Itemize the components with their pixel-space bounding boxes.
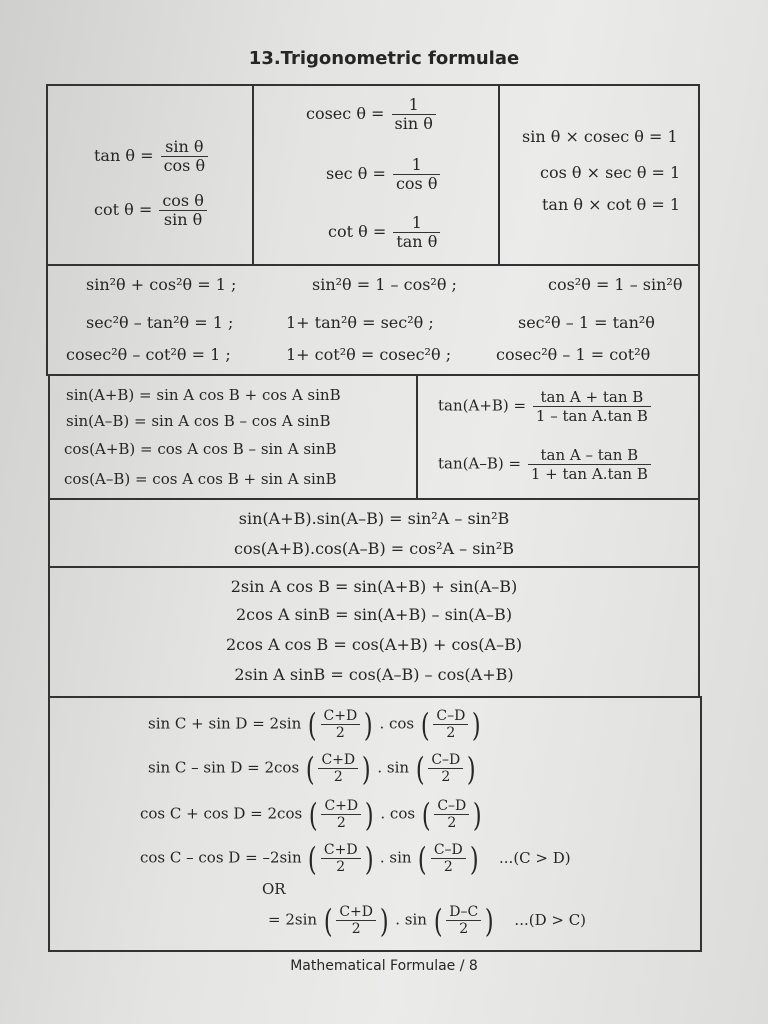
section-sum-to-product (48, 696, 702, 952)
identity: cosec²θ – 1 = cot²θ (496, 345, 651, 364)
formula-cot: cot θ = $\frac{\text{cos θ}}{\text{sin θ}}$ (94, 192, 209, 229)
identity: sec²θ – tan²θ = 1 ; (86, 313, 234, 332)
paren-fraction: ( $\frac{C-D}{2}$ ) (420, 705, 481, 744)
fraction: $\frac{1}{\text{sin θ}}$ (392, 96, 436, 133)
fraction: $\frac{\text{tan A – tan B}}{\text{1 + tan A.tan B}}$ (528, 446, 651, 483)
page-title: 13.Trigonometric formulae (248, 48, 520, 69)
section-reciprocal (46, 84, 700, 266)
formula-product-2: cos θ × sec θ = 1 (540, 163, 681, 182)
formula-cot-reciprocal: cot θ = $\frac{1}{\text{tan θ}}$ (328, 214, 442, 251)
divider (498, 86, 500, 264)
identity: cosec²θ – cot²θ = 1 ; (66, 345, 231, 364)
identity: cos²θ = 1 – sin²θ (548, 275, 683, 294)
formula-cos-product: cos(A+B).cos(A–B) = cos²A – sin²B (233, 539, 515, 558)
paren-fraction: ( $\frac{C+D}{2}$ ) (308, 839, 374, 878)
identity: 1+ cot²θ = cosec²θ ; (286, 345, 452, 364)
paren-fraction: ( $\frac{C-D}{2}$ ) (418, 839, 479, 878)
formula-cosC-plus-cosD: cos C + cos D = 2cos ( $\frac{C+D}{2}$ ) . cos ( $\frac{C-D}{2}$ ) (140, 795, 482, 834)
formula-cosC-minus-cosD: cos C – cos D = –2sin ( $\frac{C+D}{2}$ ) . sin ( $\frac{C-D}{2}$ ) ...(C > D) (140, 839, 571, 878)
formula-cos-diff: cos(A–B) = cos A cos B + sin A sinB (64, 470, 337, 488)
formula-tan-diff: tan(A–B) = $\frac{\text{tan A – tan B}}{\text{1 + tan A.tan B}}$ (438, 446, 653, 483)
identity: sec²θ – 1 = tan²θ (518, 313, 655, 332)
paren-fraction: ( $\frac{C+D}{2}$ ) (308, 795, 374, 834)
paren-fraction: ( $\frac{C+D}{2}$ ) (323, 901, 389, 940)
paren-fraction: ( $\frac{C-D}{2}$ ) (421, 795, 482, 834)
section-product-to-sum (48, 566, 700, 698)
formula-tan-sum: tan(A+B) = $\frac{\text{tan A + tan B}}{\text{1 – tan A.tan B}}$ (438, 388, 653, 425)
formula: 2cos A cos B = cos(A+B) + cos(A–B) (225, 635, 523, 654)
fraction: $\frac{1}{\text{cos θ}}$ (393, 156, 441, 193)
formula-product-3: tan θ × cot θ = 1 (542, 195, 681, 214)
formula-product-1: sin θ × cosec θ = 1 (522, 127, 678, 146)
formula-cosC-minus-cosD-alt: = 2sin ( $\frac{C+D}{2}$ ) . sin ( $\frac{D-C}{2}$ ) ...(D > C) (268, 901, 587, 940)
paren-fraction: ( $\frac{C+D}{2}$ ) (305, 749, 371, 788)
section-compound-angles (48, 374, 700, 500)
formula-tan: tan θ = $\frac{\text{sin θ}}{\text{cos θ}}$ (94, 138, 210, 175)
fraction: $\frac{\text{sin θ}}{\text{cos θ}}$ (161, 138, 209, 175)
formula-sec: sec θ = $\frac{1}{\text{cos θ}}$ (326, 156, 442, 193)
identity: sin²θ + cos²θ = 1 ; (86, 275, 237, 294)
formula: 2cos A sinB = sin(A+B) – sin(A–B) (235, 605, 513, 624)
paren-fraction: ( $\frac{D-C}{2}$ ) (433, 901, 494, 940)
formula-cosec: cosec θ = $\frac{1}{\text{sin θ}}$ (306, 96, 438, 133)
paren-fraction: ( $\frac{C+D}{2}$ ) (307, 705, 373, 744)
formula: 2sin A sinB = cos(A–B) – cos(A+B) (234, 665, 514, 684)
formula-sin-sum: sin(A+B) = sin A cos B + cos A sinB (66, 386, 341, 404)
formula-sin-product: sin(A+B).sin(A–B) = sin²A – sin²B (238, 509, 510, 528)
divider (416, 376, 418, 498)
section-pythagorean (46, 264, 700, 376)
fraction: $\frac{1}{\text{tan θ}}$ (393, 214, 440, 251)
section-product-identities (48, 498, 700, 568)
formula-sinC-minus-sinD: sin C – sin D = 2cos ( $\frac{C+D}{2}$ ) . sin ( $\frac{C-D}{2}$ ) (148, 749, 476, 788)
page-footer: Mathematical Formulae / 8 (290, 958, 478, 974)
fraction: $\frac{\text{tan A + tan B}}{\text{1 – tan A.tan B}}$ (533, 388, 651, 425)
or-label: OR (262, 880, 286, 898)
fraction: $\frac{\text{cos θ}}{\text{sin θ}}$ (159, 192, 207, 229)
identity: sin²θ = 1 – cos²θ ; (312, 275, 457, 294)
formula: 2sin A cos B = sin(A+B) + sin(A–B) (230, 577, 518, 596)
formula-sin-diff: sin(A–B) = sin A cos B – cos A sinB (66, 412, 331, 430)
divider (252, 86, 254, 264)
formula-cos-sum: cos(A+B) = cos A cos B – sin A sinB (64, 440, 337, 458)
formula-sinC-plus-sinD: sin C + sin D = 2sin ( $\frac{C+D}{2}$ ) . cos ( $\frac{C-D}{2}$ ) (148, 705, 481, 744)
identity: 1+ tan²θ = sec²θ ; (286, 313, 434, 332)
paren-fraction: ( $\frac{C-D}{2}$ ) (415, 749, 476, 788)
